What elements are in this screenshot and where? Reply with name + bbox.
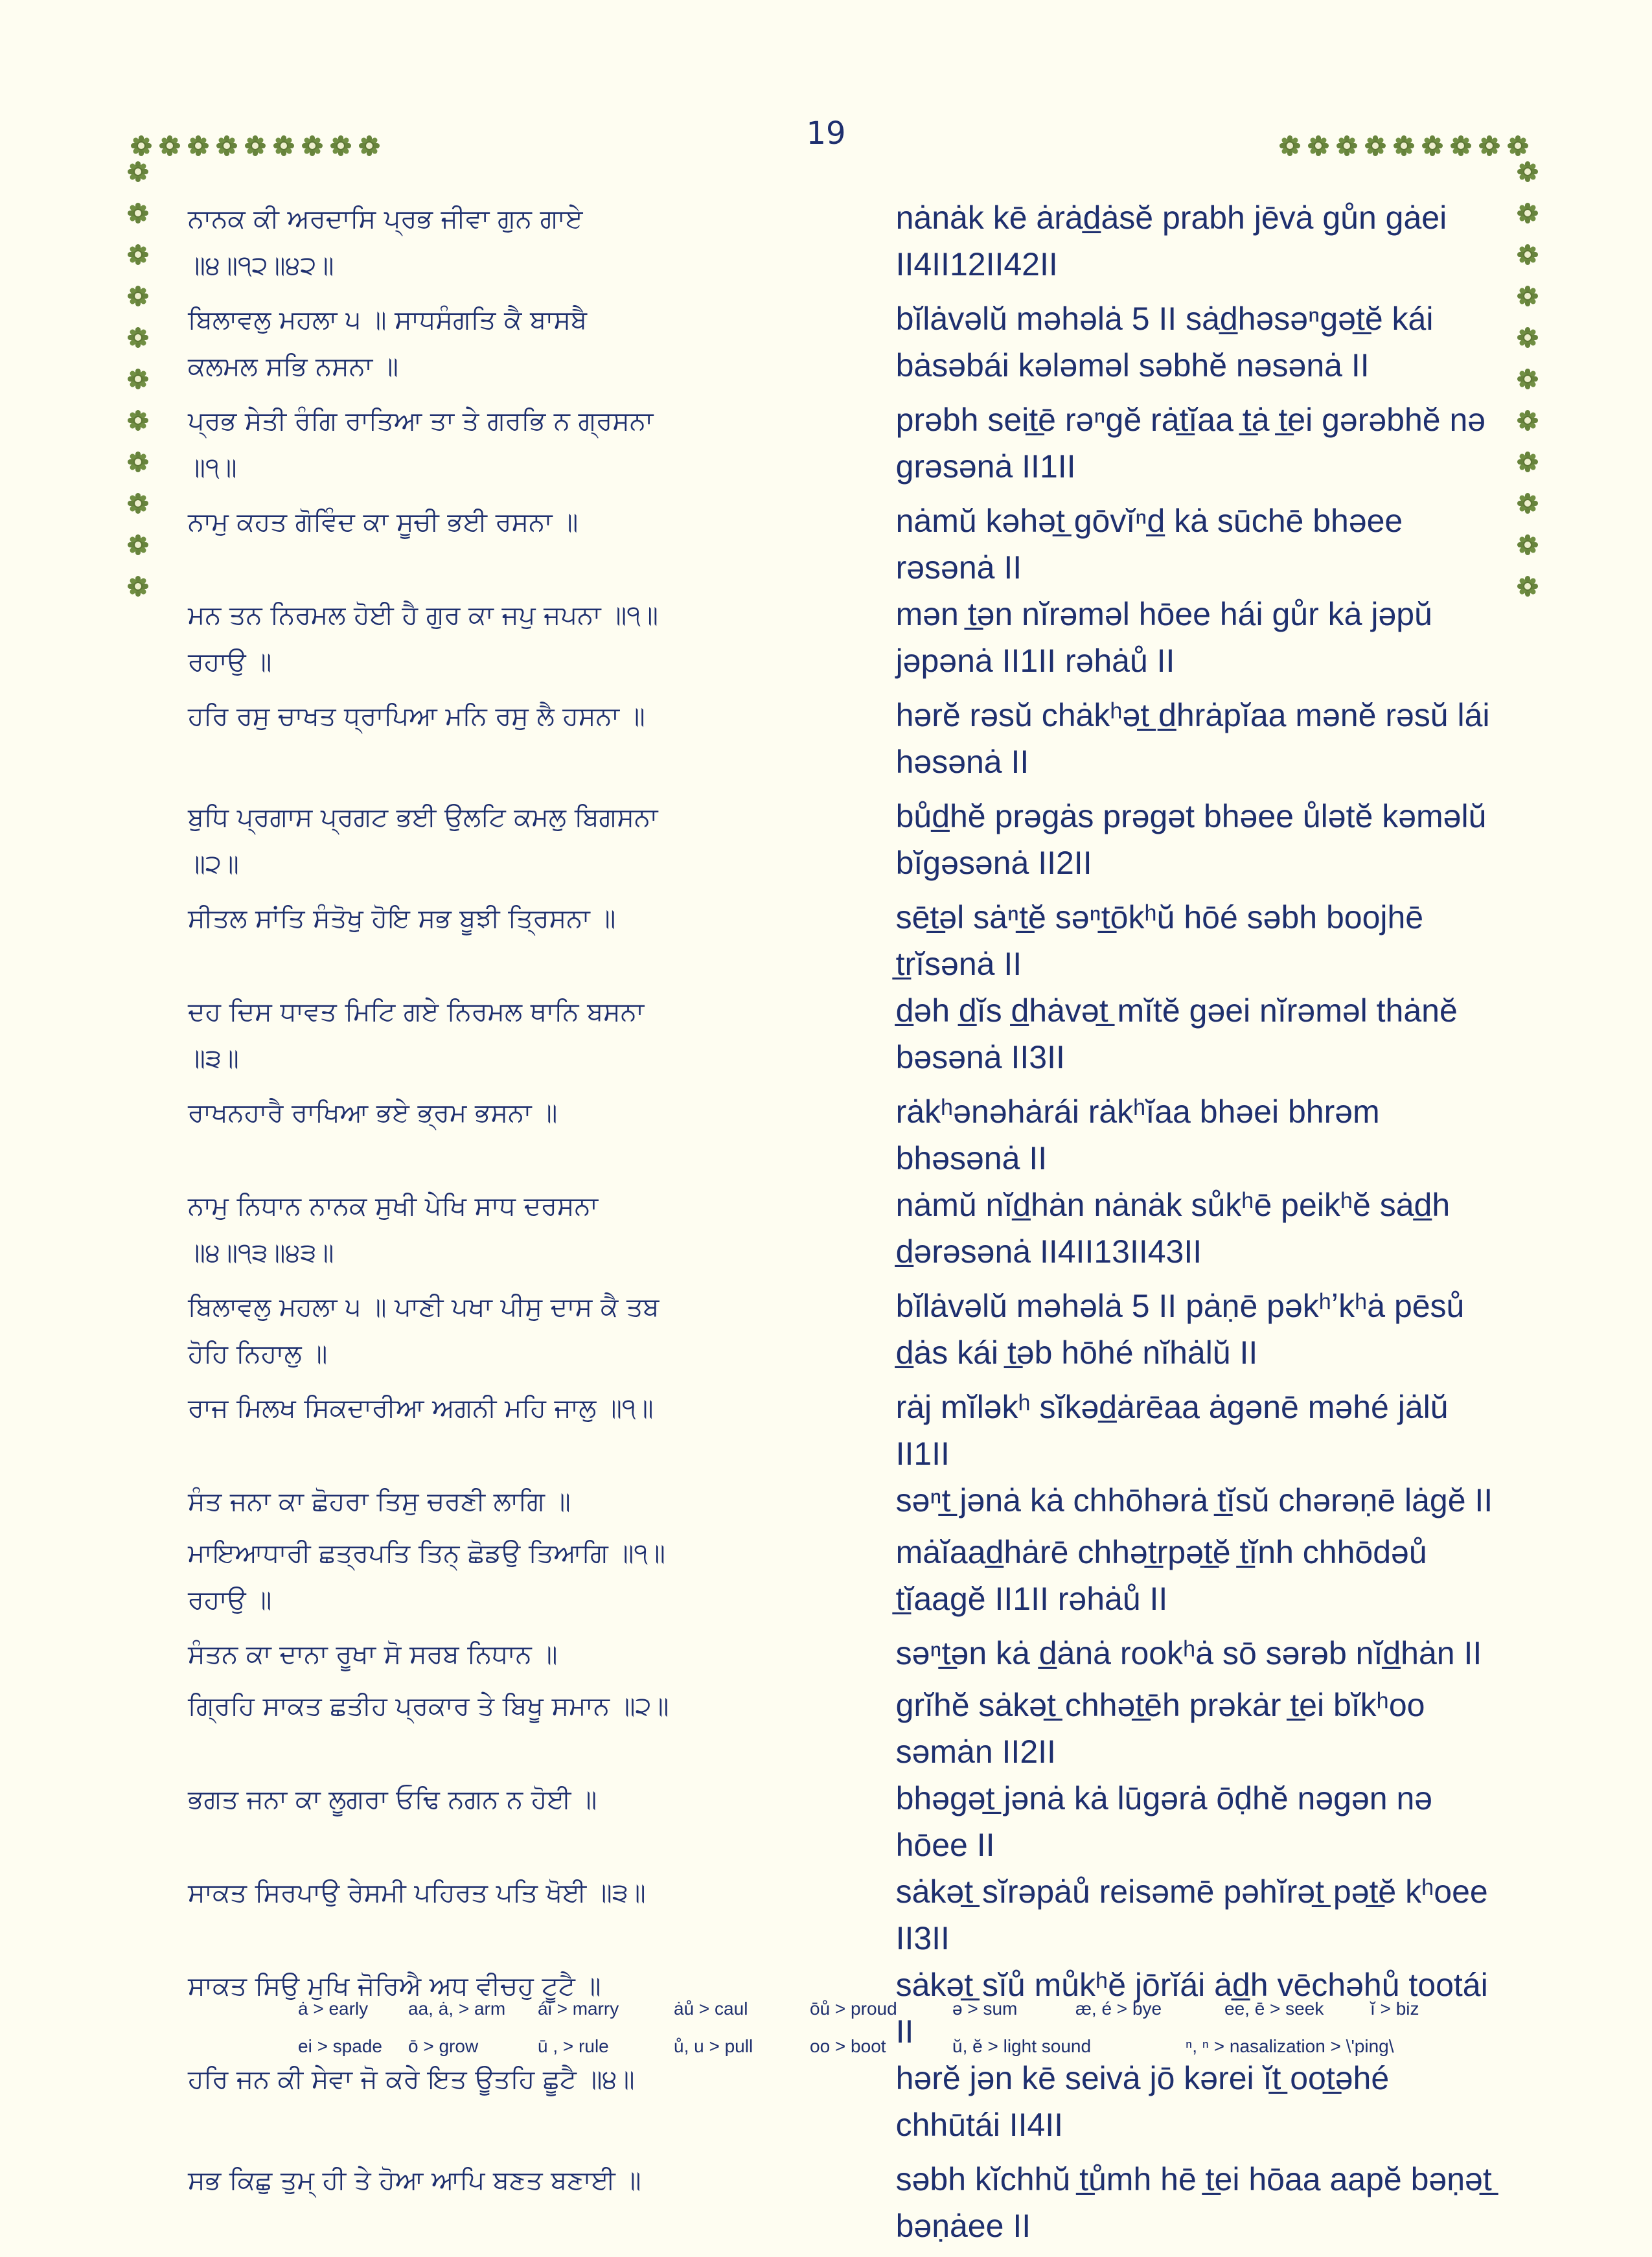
flower-ornament-icon: [218, 137, 235, 154]
transliteration-text: səⁿt̲ən kȧ d̲ȧnȧ rookʰȧ sō sərəb nĭd̲hȧn II: [895, 1635, 1482, 1671]
flower-ornament-icon: [1481, 137, 1498, 154]
transliteration-text: sȧkət̲ sĭrəpȧů reisəmē pəhĭrət̲ pət̲ĕ kʰoee II3II: [895, 1873, 1488, 1956]
flower-ornament-icon: [130, 453, 146, 470]
transliteration-text: prəbh seit̲ē rəⁿgĕ rȧt̲ĭaa t̲ȧ t̲ei gərəbhĕ nə grəsənȧ II1II: [895, 402, 1486, 485]
flower-ornament-icon: [1281, 137, 1298, 154]
legend-item: ĭ > biz: [1370, 1999, 1419, 2019]
transliteration-text: bhəgət̲ jənȧ kȧ lūgərȧ ōḍhĕ nəgən nə hōee II: [895, 1780, 1433, 1863]
verse-row: [188, 498, 1497, 591]
legend-item: ei > spade: [298, 2036, 382, 2056]
verse-row: [188, 1868, 1497, 1962]
gurmukhi-text: ਸਭ ਕਿਛੁ ਤੁਮ੍ ਹੀ ਤੇ ਹੋਆ ਆਪਿ ਬਣਤ ਬਣਾਈ ॥: [188, 2166, 641, 2195]
transliteration-text: hərĕ rəsŭ chȧkʰət̲ d̲hrȧpĭaa mənĕ rəsŭ lái həsənȧ II: [895, 697, 1490, 780]
verse-row: [188, 2156, 1497, 2257]
legend-item: ə > sum: [952, 1999, 1018, 2019]
gurmukhi-text: ਭਗਤ ਜਨਾ ਕਾ ਲੂਗਰਾ ਓਢਿ ਨਗਨ ਨ ਹੋਈ ॥: [188, 1785, 597, 1815]
verse-row: [188, 396, 1497, 498]
gurmukhi-text: ਦਹ ਦਿਸ ਧਾਵਤ ਮਿਟਿ ਗਏ ਨਿਰਮਲ ਥਾਨਿ ਬਸਨਾ ॥੩॥: [188, 997, 645, 1073]
flower-ornament-icon: [130, 205, 146, 222]
gurmukhi-text: ਸੰਤਨ ਕਾ ਦਾਨਾ ਰੂਖਾ ਸੋ ਸਰਬ ਨਿਧਾਨ ॥: [188, 1640, 558, 1669]
page-number: 19: [806, 115, 846, 152]
legend-row-2: [298, 2036, 1464, 2074]
transliteration-text: hərĕ jən kē seivȧ jō kərei ĭt̲ oot̲əhé chhūtái II4II: [895, 2060, 1390, 2143]
transliteration-text: bĭlȧvəlŭ məhəlȧ 5 II pȧṇē pəkʰʼkʰȧ pēsů d̲ȧs kái t̲əb hōhé nĭhȧlŭ II: [895, 1288, 1465, 1371]
gurmukhi-text: ਮਨ ਤਨ ਨਿਰਮਲ ਹੋਈ ਹੈ ਗੁਰ ਕਾ ਜਪੁ ਜਪਨਾ ॥੧॥ ਰਹਾਉ ॥: [188, 601, 658, 677]
verse-row: [188, 1529, 1497, 1630]
transliteration-text: bĭlȧvəlŭ məhəlȧ 5 II sȧd̲həsəⁿgət̲ĕ kái bȧsəbái kələməl səbhĕ nəsənȧ II: [895, 301, 1434, 384]
transliteration-text: səbh kĭchhŭ t̲ůmh hē t̲ei hōaa aapĕ bəṇət̲ bəṇȧee II: [895, 2161, 1492, 2244]
verse-row: [188, 1088, 1497, 1182]
transliteration-text: səⁿt̲ jənȧ kȧ chhōhərȧ t̲ĭsŭ chərəṇē lȧgĕ II: [895, 1482, 1493, 1518]
flower-ornament-icon: [130, 578, 146, 595]
flower-ornament-icon: [1519, 412, 1536, 429]
pronunciation-legend: [298, 1999, 1464, 2074]
gurmukhi-text: ਸਾਕਤ ਸਿਉ ਮੁਖਿ ਜੋਰਿਐ ਅਧ ਵੀਚਹੁ ਟੂਟੈ ॥: [188, 1971, 601, 2001]
flower-ornament-icon: [1509, 137, 1526, 154]
gurmukhi-text: ਸਾਕਤ ਸਿਰਪਾਉ ਰੇਸਮੀ ਪਹਿਰਤ ਪਤਿ ਖੋਈ ॥੩॥: [188, 1878, 646, 1908]
verse-row: [188, 692, 1497, 793]
gurmukhi-text: ਮਾਇਆਧਾਰੀ ਛਤ੍ਰਪਤਿ ਤਿਨ੍ ਛੋਡਉ ਤਿਆਗਿ ॥੧॥ ਰਹਾਉ ॥: [188, 1539, 666, 1615]
legend-item: ō > grow: [408, 2036, 479, 2056]
gurmukhi-text: ਗ੍ਰਿਹਿ ਸਾਕਤ ਛਤੀਹ ਪ੍ਰਕਾਰ ਤੇ ਬਿਖੂ ਸਮਾਨ ॥੨॥: [188, 1691, 669, 1721]
flower-ornament-icon: [332, 137, 349, 154]
verse-row: [188, 894, 1497, 987]
flower-ornament-icon: [130, 495, 146, 512]
transliteration-text: nȧnȧk kē ȧrȧd̲ȧsĕ prabh jēvȧ gůn gȧei II4II12II42II: [895, 200, 1447, 282]
verse-row: [188, 1477, 1497, 1529]
flower-ornament-icon: [1310, 137, 1327, 154]
verse-row: [188, 793, 1497, 894]
flower-ornament-icon: [1519, 495, 1536, 512]
flower-ornament-icon: [1424, 137, 1441, 154]
legend-item: aa, ȧ, > arm: [408, 1999, 506, 2019]
verse-row: [188, 1384, 1497, 1477]
gurmukhi-text: ਸੀਤਲ ਸਾਂਤਿ ਸੰਤੋਖੁ ਹੋਇ ਸਭ ਬੂਝੀ ਤ੍ਰਿਸਨਾ ॥: [188, 904, 616, 934]
legend-item: oo > boot: [810, 2036, 886, 2056]
legend-item: æ, é > bye: [1075, 1999, 1162, 2019]
flower-ornament-icon: [1519, 578, 1536, 595]
verse-row: [188, 1775, 1497, 1868]
verse-row: [188, 1182, 1497, 1283]
transliteration-text: nȧmŭ nĭd̲hȧn nȧnȧk sůkʰē peikʰĕ sȧd̲h d̲ərəsənȧ II4II13II43II: [895, 1187, 1451, 1270]
flower-ornament-icon: [275, 137, 292, 154]
flower-ornament-icon: [161, 137, 178, 154]
transliteration-text: grĭhĕ sȧkət̲ chhət̲ēh prəkȧr t̲ei bĭkʰoo səmȧn II2II: [895, 1687, 1425, 1770]
flower-ornament-icon: [130, 163, 146, 180]
flower-ornament-icon: [1338, 137, 1355, 154]
legend-row-1: [298, 1999, 1464, 2036]
gurmukhi-text: ਨਾਨਕ ਕੀ ਅਰਦਾਸਿ ਪ੍ਰਭ ਜੀਵਾ ਗੁਨ ਗਾਏ ॥੪॥੧੨॥੪੨॥: [188, 204, 583, 281]
legend-item: ái > marry: [538, 1999, 619, 2019]
verse-row: [188, 987, 1497, 1088]
flower-ornament-icon: [1519, 205, 1536, 222]
flower-ornament-icon: [1519, 371, 1536, 387]
flower-ornament-icon: [1452, 137, 1469, 154]
transliteration-text: mən t̲ən nĭrəməl hōee hái gůr kȧ jəpŭ jəpənȧ II1II rəhȧů II: [895, 596, 1432, 679]
verse-row: [188, 194, 1497, 295]
legend-item: ōů > proud: [810, 1999, 897, 2019]
flower-ornament-icon: [190, 137, 207, 154]
flower-ornament-icon: [247, 137, 264, 154]
gurmukhi-text: ਰਾਖਨਹਾਰੈ ਰਾਖਿਆ ਭਏ ਭ੍ਰਮ ਭਸਨਾ ॥: [188, 1098, 558, 1128]
flower-ornament-icon: [1367, 137, 1384, 154]
flower-ornament-icon: [130, 246, 146, 263]
flower-ornament-icon: [130, 536, 146, 553]
flower-ornament-icon: [1519, 246, 1536, 263]
transliteration-text: rȧj mĭləkʰ sĭkəd̲ȧrēaa ȧgənē məhé jȧlŭ II1II: [895, 1389, 1449, 1472]
transliteration-text: mȧĭaad̲hȧrē chhət̲rpət̲ĕ t̲ĭnh chhōdəů t̲ĭaagĕ II1II rəhȧů II: [895, 1534, 1427, 1617]
transliteration-text: sȧkət̲ sĭů můkʰĕ jōrĭái ȧd̲h vēchəhů tootái II: [895, 1967, 1488, 2050]
verse-table: [188, 194, 1497, 2257]
transliteration-text: bůd̲hĕ prəgȧs prəgət bhəee ůlətĕ kəməlŭ bĭgəsənȧ II2II: [895, 798, 1487, 881]
verse-row: [188, 591, 1497, 692]
flower-ornament-icon: [133, 137, 150, 154]
flower-ornament-icon: [130, 371, 146, 387]
verse-row: [188, 295, 1497, 396]
gurmukhi-text: ਪ੍ਰਭ ਸੇਤੀ ਰੰਗਿ ਰਾਤਿਆ ਤਾ ਤੇ ਗਰਭਿ ਨ ਗ੍ਰਸਨਾ ॥੧॥: [188, 406, 654, 483]
gurmukhi-text: ਨਾਮੁ ਕਹਤ ਗੋਵਿੰਦ ਕਾ ਸੂਚੀ ਭਈ ਰਸਨਾ ॥: [188, 507, 579, 537]
legend-item: ȧ > early: [298, 1999, 369, 2019]
transliteration-text: d̲əh d̲ĭs d̲hȧvət̲ mĭtĕ gəei nĭrəməl thȧnĕ bəsənȧ II3II: [895, 992, 1458, 1075]
flower-ornament-icon: [1395, 137, 1412, 154]
gurmukhi-text: ਸੰਤ ਜਨਾ ਕਾ ਛੋਹਰਾ ਤਿਸੁ ਚਰਣੀ ਲਾਗਿ ॥: [188, 1487, 571, 1517]
flower-ornament-icon: [1519, 453, 1536, 470]
flower-ornament-icon: [1519, 329, 1536, 346]
flower-ornament-icon: [130, 412, 146, 429]
legend-item: ȧů > caul: [674, 1999, 748, 2019]
gurmukhi-text: ਬਿਲਾਵਲੁ ਮਹਲਾ ੫ ॥ ਪਾਣੀ ਪਖਾ ਪੀਸੁ ਦਾਸ ਕੈ ਤਬ ਹੋਹਿ ਨਿਹਾਲੁ ॥: [188, 1292, 660, 1369]
flower-ornament-icon: [361, 137, 378, 154]
legend-item: ů, u > pull: [674, 2036, 753, 2056]
gurmukhi-text: ਬੁਧਿ ਪ੍ਰਗਾਸ ਪ੍ਰਗਟ ਭਈ ਉਲਟਿ ਕਮਲੁ ਬਿਗਸਨਾ ॥੨॥: [188, 803, 658, 879]
gurmukhi-text: ਹਰਿ ਰਸੁ ਚਾਖਤ ਧ੍ਰਾਪਿਆ ਮਨਿ ਰਸੁ ਲੈ ਹਸਨਾ ॥: [188, 702, 645, 731]
legend-item: ū , > rule: [538, 2036, 609, 2056]
transliteration-text: sēt̲əl sȧⁿt̲ĕ səⁿt̲ōkʰŭ hōé səbh boojhē t̲rĭsənȧ II: [895, 899, 1424, 982]
transliteration-text: nȧmŭ kəhət̲ gōvĭⁿd̲ kȧ sūchē bhəee rəsənȧ II: [895, 503, 1403, 586]
flower-ornament-icon: [1519, 288, 1536, 304]
verse-row: [188, 1682, 1497, 1775]
legend-item: ŭ, ĕ > light sound: [952, 2036, 1092, 2056]
gurmukhi-text: ਬਿਲਾਵਲੁ ਮਹਲਾ ੫ ॥ ਸਾਧਸੰਗਤਿ ਕੈ ਬਾਸਬੈ ਕਲਮਲ ਸਭਿ ਨਸਨਾ ॥: [188, 305, 588, 382]
gurmukhi-text: ਹਰਿ ਜਨ ਕੀ ਸੇਵਾ ਜੋ ਕਰੇ ਇਤ ਊਤਹਿ ਛੂਟੈ ॥੪॥: [188, 2065, 635, 2094]
legend-item: ee, ē > seek: [1224, 1999, 1324, 2019]
flower-ornament-icon: [130, 329, 146, 346]
verse-row: [188, 1283, 1497, 1384]
gurmukhi-text: ਨਾਮੁ ਨਿਧਾਨ ਨਾਨਕ ਸੁਖੀ ਪੇਖਿ ਸਾਧ ਦਰਸਨਾ ॥੪॥੧੩॥੪੩॥: [188, 1191, 599, 1268]
legend-item: ⁿ, ⁿ > nasalization > \'ping\: [1186, 2036, 1394, 2056]
flower-ornament-icon: [1519, 536, 1536, 553]
gurmukhi-text: ਰਾਜ ਮਿਲਖ ਸਿਕਦਾਰੀਆ ਅਗਨੀ ਮਹਿ ਜਾਲੁ ॥੧॥: [188, 1393, 654, 1423]
flower-ornament-icon: [1519, 163, 1536, 180]
transliteration-text: rȧkʰənəhȧrái rȧkʰĭaa bhəei bhrəm bhəsənȧ II: [895, 1094, 1380, 1176]
flower-ornament-icon: [304, 137, 321, 154]
flower-ornament-icon: [130, 288, 146, 304]
verse-row: [188, 1630, 1497, 1682]
